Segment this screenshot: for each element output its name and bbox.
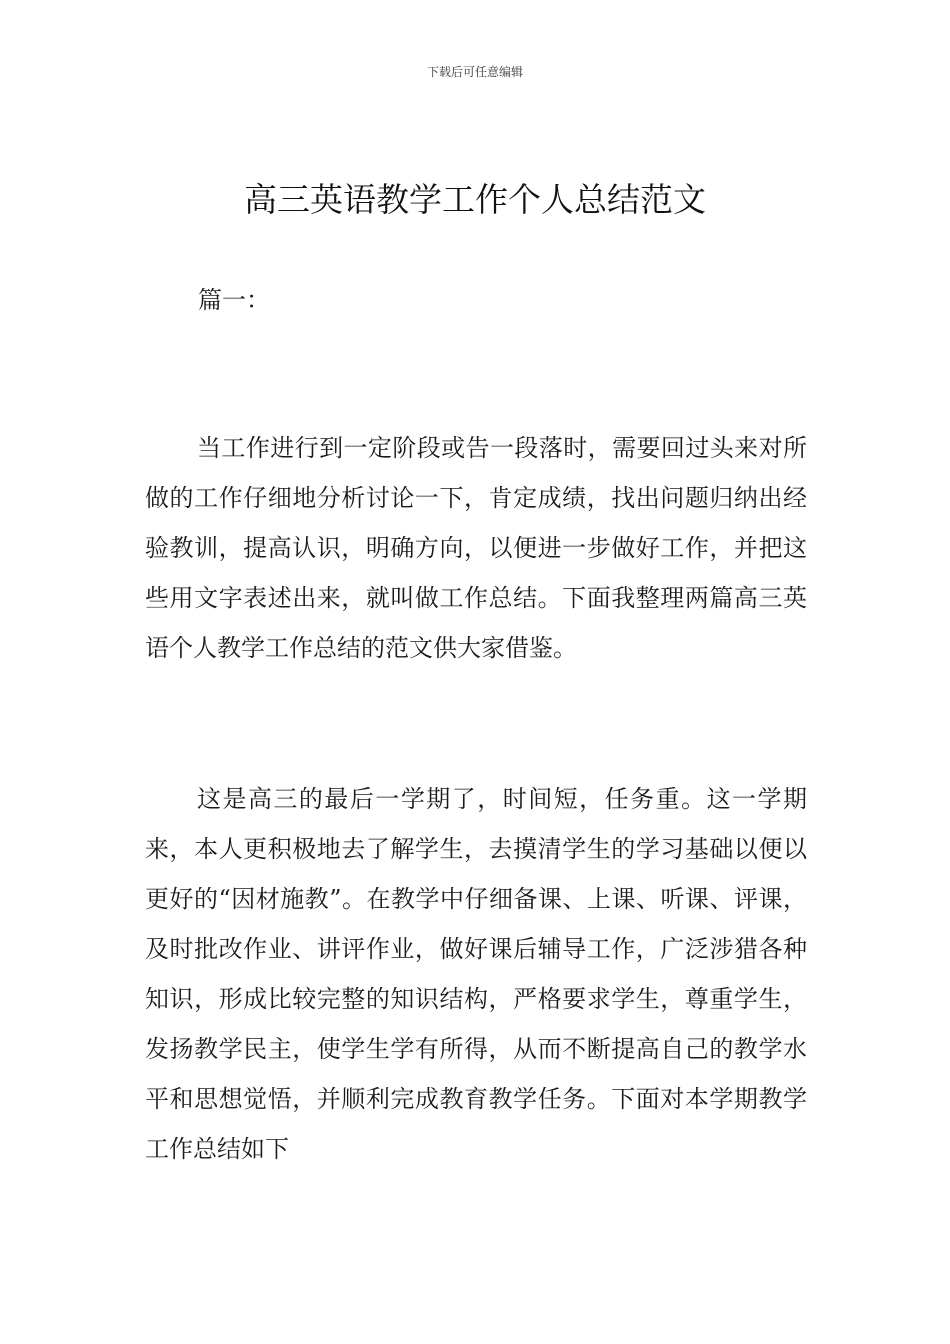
header-note: 下载后可任意编辑 [426,65,523,79]
section-label: 篇一： [198,286,270,314]
document-title: 高三英语教学工作个人总结范文 [244,180,706,219]
paragraph-intro: 当工作进行到一定阶段或告一段落时，需要回过头来对所做的工作仔细地分析讨论一下，肯定成绩，找出问题归纳出经验教训，提高认识，明确方向，以便进一步做好工作，并把这些用文字表述出来，就叫做工作总结。下面我整理两篇高三英语个人教学工作总结的范文供大家借鉴。 [145,434,807,662]
paragraph-summary: 这是高三的最后一学期了，时间短，任务重。这一学期来，本人更积极地去了解学生，去摸清学生的学习基础以便以更好的“因材施教”。在教学中仔细备课、上课、听课、评课，及时批改作业、讲评作业，做好课后辅导工作，广泛涉猎各种知识，形成比较完整的知识结构，严格要求学生，尊重学生，发扬教学民主，使学生学有所得，从而不断提高自己的教学水平和思想觉悟，并顺利完成教育教学任务。下面对本学期教学工作总结如下 [145,785,807,1163]
